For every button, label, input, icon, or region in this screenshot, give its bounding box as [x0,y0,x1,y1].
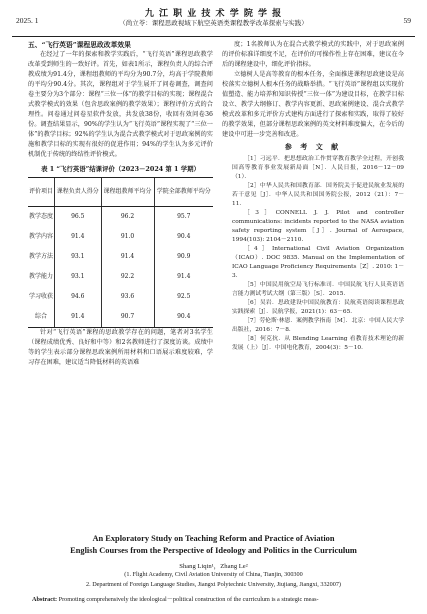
table-cell: 91.4 [154,267,213,287]
abstract-text: Promoting comprehensively the ideological－political construction of the curriculum is a strategic meas- [57,596,319,603]
table-row [28,227,213,247]
abstract-label: Abstract: [32,596,58,603]
table-cell: 90.9 [154,247,213,267]
english-title-line-2: English Courses from the Perspective of Ideology and Politics in the Curriculum [70,546,357,555]
evaluation-table [28,177,213,328]
page-number: 59 [403,16,411,25]
table-row [28,247,213,267]
reference-item: ［7］劳伦斯·林恩．案例教学指南［M］．北京：中国人民大学出版社，2016：7－8． [232,318,404,333]
reference-item: ［5］中国民用航空局飞行标准司．中国民航飞行人员英语语言能力测试考试大纲（第三版）［S］．2015． [232,282,404,297]
table-cell: 92.5 [154,287,213,307]
reference-item: ［3］CONNELL J. J. Pilot and controller communications: incidents reported to the NASA aviation safety reporting system［J］. Journal of Aerospace, 1994(103): 2104－2110. [232,210,404,243]
table-cell: 综合 [28,307,55,328]
table-cell: 90.4 [154,307,213,328]
references-title: 参 考 文 献 [284,142,342,151]
table-cell: 91.4 [55,307,102,328]
table-cell: 95.7 [154,207,213,228]
table-row [28,267,213,287]
table-cell: 96.2 [101,207,154,228]
table-header-cell: 学院全部教师平均分 [154,178,213,207]
table-cell: 91.4 [101,247,154,267]
table-row [28,307,213,328]
table-cell: 90.4 [154,227,213,247]
table-header-cell: 课程负责人得分 [55,178,102,207]
table-cell: 93.6 [101,287,154,307]
reference-item: ［2］中华人民共和国教育部．国务院关于促进民航业发展的若干意见［J］．中华人民共和国国务院公报，2012（21）：7－11． [232,183,404,207]
table-cell: 教学方法 [28,253,53,260]
table-row [28,287,213,307]
english-abstract [32,594,411,603]
table-cell: 96.5 [55,207,102,228]
issue-number: 2025. 1 [16,16,39,25]
table-cell: 93.1 [55,267,102,287]
table-cell: 教学能力 [28,273,53,280]
reference-item: ［8］何克抗．从 Blending Learning 看教育技术理论的新发展（上）［J］．中国电化教育，2004(3)：5－10． [232,336,404,351]
english-authors: Shang Liqin¹，Zhang Le² [179,563,248,570]
reference-item: ［4］International Civil Aviation Organization（ICAO）. DOC 9835. Manual on the Implementation of ICAO Language Proficiency Requirements［Z］. 2010: 1－3. [232,246,404,279]
right-column [222,40,404,353]
body-paragraph: 度；1名教师认为在混合式教学模式的实践中，对于思政案例的评价标准详细度不足，在评价的可操作性上存在困难，建议在今后的课程建设中，细化评价指标。 [222,41,404,68]
table-cell: 92.2 [101,267,154,287]
left-column [28,40,213,368]
body-paragraph: 针对“飞行英语”课程的思政教学存在的问题，笔者对3名学生（课程成绩优秀、良好和中等）和2名教师进行了深度访谈。成绩中等的学生表示部分课程思政案例所用材料和口语展示难度较难，学习存在困难，建议适当降低材料的英语难 [28,329,213,366]
table-cell: 教学态度 [28,213,53,220]
table-cell: 90.7 [101,307,154,328]
english-affiliation-1: (1. Flight Academy, Civil Aviation University of China, Tianjin, 300300 [124,571,303,578]
table-cell: 93.1 [55,247,102,267]
table-cell: 91.4 [55,227,102,247]
table-header-cell: 评价项目 [28,178,55,207]
reference-item: ［1］刁远平．把思想政治工作贯穿教育教学全过程，开创我国高等教育事业发展新局面［N］．人民日报，2016－12－09（1）． [232,156,404,180]
table-header-row [28,178,213,207]
table-cell: 94.6 [55,287,102,307]
table-cell: 学习收获 [28,293,53,300]
running-title: （尚立苓：课程思政视域下航空英语类课程教学改革探索与实践） [119,19,308,27]
table-header-cell: 课程组教师平均分 [101,178,154,207]
body-paragraph: 在经过了一年的探索和教学实践后，“飞行英语”课程思政教学改革受到师生的一致好评。首先，如表1所示，课程负责人的综合评教成绩为91.4分，课程组教师的平均分为90.7分，均高于学院教师的平均分90.4分。其次，课程组对于学生展开了问卷调查，调查问卷主要分为3个部分：课程“三位一体”的教学目标的实现；课程混合式教学模式的效果（包含思政案例的教学效果）；课程评价方式的合理性。问卷通过问卷星软件发放，共发放38份，收回有效问卷36份。调查结果显示，90%的学生认为“飞行英语”课程实现了“三位一体”的教学目标；92%的学生认为混合式教学模式对于思政案例的实施和教学目标的实现有很好的促进作用；94%的学生认为多元评价机制优于传统的终结性评价模式。 [28,51,213,158]
section-title: 五、“飞行英语”课程思政改革效果 [28,41,131,49]
table-cell: 教学内容 [28,233,53,240]
english-title-line-1: An Exploratory Study on Teaching Reform and Practice of Aviation [92,534,335,543]
reference-item: ［6］吴岩．思政建设中国民航教育：民航英语阅读课程思政实践探索［J］．民航学报，2021(1)：63－65． [232,300,404,315]
table-cell: 91.0 [101,227,154,247]
table-caption: 表 1 “飞行英语”结课评价（2023－2024 第 1 学期） [41,165,200,173]
body-paragraph: 立德树人是高等教育的根本任务，全面推进课程思政建设是高校落实立德树人根本任务的战略举措。“飞行英语”课程组以实现价值塑造、能力培养和知识传授“三位一体”为建设目标，在教学目标设立、教学大纲修订、教学内容更新、思政案例建设、混合式教学模式改革和多元评价方式建构方面进行了探索和实践，取得了较好的教学效果，但部分课程思政案例的英文材料难度偏大，在今后的建设中可进一步完善和改进。 [222,71,404,138]
table-row [28,207,213,228]
english-affiliation-2: 2. Department of Foreign Language Studies, Jiangxi Polytechnic University, Jiujiang, Jiangxi, 332007) [86,581,341,588]
journal-name: 九 江 职 业 技 术 学 院 学 报 [144,9,283,19]
running-header [12,6,415,37]
